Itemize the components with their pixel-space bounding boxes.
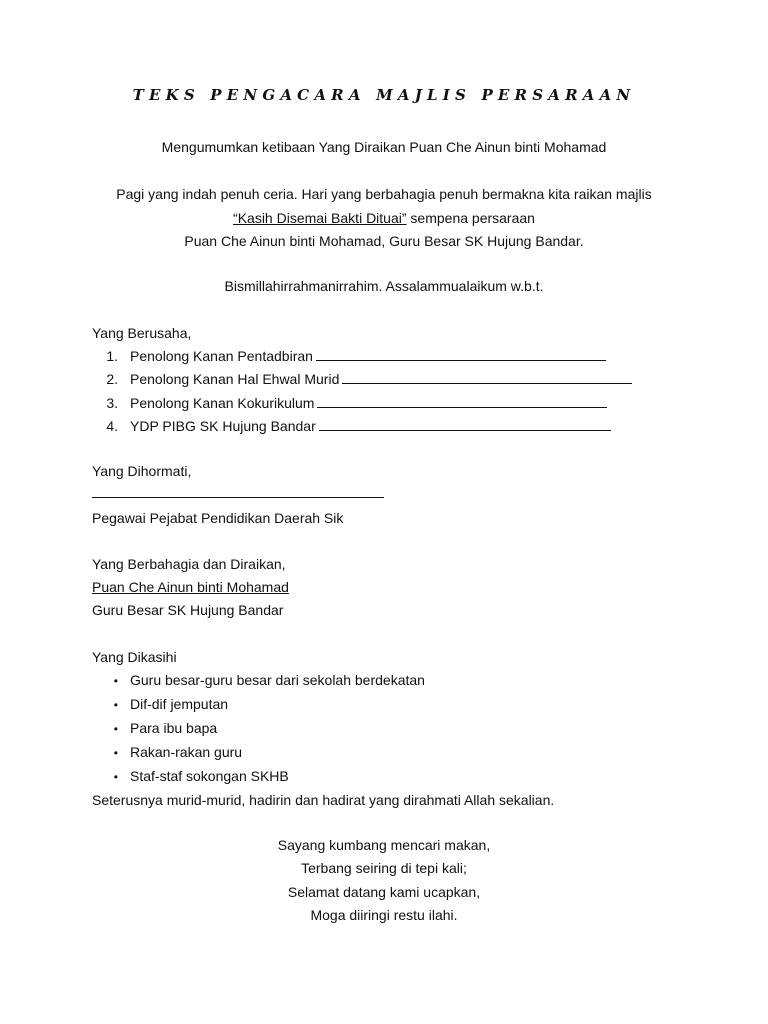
list-item bbox=[92, 394, 607, 413]
list-label: Penolong Kanan Kokurikulum bbox=[130, 395, 315, 411]
announcement-line: Mengumumkan ketibaan Yang Diraikan Puan Che Ainun binti Mohamad bbox=[161, 139, 607, 155]
berusaha-heading: Yang Berusaha, bbox=[92, 325, 192, 341]
dikasihi-heading: Yang Dikasihi bbox=[92, 649, 177, 665]
pantun-line-2: Terbang seiring di tepi kali; bbox=[301, 860, 467, 876]
fill-in-blank-line bbox=[342, 370, 632, 384]
officer-title: Pegawai Pejabat Pendidikan Daerah Sik bbox=[92, 510, 344, 526]
list-label: Dif-dif jemputan bbox=[130, 696, 229, 712]
list-label: Rakan-rakan guru bbox=[130, 744, 243, 760]
honoree-name: Puan Che Ainun binti Mohamad bbox=[92, 579, 289, 595]
list-item bbox=[92, 370, 632, 389]
pantun-line-4: Moga diiringi restu ilahi. bbox=[310, 907, 458, 923]
intro-line-3: Puan Che Ainun binti Mohamad, Guru Besar SK Hujung Bandar. bbox=[184, 233, 584, 249]
fill-in-blank-line bbox=[316, 347, 606, 361]
list-label: Penolong Kanan Hal Ehwal Murid bbox=[130, 371, 340, 387]
bullet-icon: • bbox=[113, 674, 118, 688]
list-number: 3. bbox=[106, 395, 118, 411]
fill-in-blank-line bbox=[319, 417, 611, 431]
list-item bbox=[92, 767, 289, 787]
intro-line-2-rest: sempena persaraan bbox=[406, 210, 535, 226]
bullet-icon: • bbox=[113, 770, 118, 784]
honoree-position: Guru Besar SK Hujung Bandar bbox=[92, 602, 284, 618]
fill-in-blank-line bbox=[317, 394, 607, 408]
list-number: 1. bbox=[106, 348, 118, 364]
list-item bbox=[92, 347, 606, 366]
list-label: YDP PIBG SK Hujung Bandar bbox=[130, 418, 316, 434]
closing-line: Seterusnya murid-murid, hadirin dan hadirat yang dirahmati Allah sekalian. bbox=[92, 792, 555, 808]
dihormati-heading: Yang Dihormati, bbox=[92, 463, 192, 479]
document-title: TEKS PENGACARA MAJLIS PERSARAAN bbox=[132, 86, 636, 104]
list-item bbox=[92, 695, 228, 715]
pantun-line-3: Selamat datang kami ucapkan, bbox=[287, 884, 481, 900]
bullet-icon: • bbox=[113, 698, 118, 712]
pantun-line-1: Sayang kumbang mencari makan, bbox=[277, 837, 491, 853]
greeting-line: Bismillahirrahmanirrahim. Assalammualaikum w.b.t. bbox=[224, 278, 544, 294]
list-number: 4. bbox=[106, 418, 118, 434]
list-item bbox=[92, 417, 611, 436]
bullet-icon: • bbox=[113, 746, 118, 760]
list-label: Para ibu bapa bbox=[130, 720, 218, 736]
list-number: 2. bbox=[106, 371, 118, 387]
list-item bbox=[92, 671, 425, 691]
list-label: Penolong Kanan Pentadbiran bbox=[130, 348, 313, 364]
list-item bbox=[92, 743, 242, 763]
list-label: Staf-staf sokongan SKHB bbox=[130, 768, 289, 784]
name-blank-line bbox=[92, 497, 384, 498]
event-theme-quote: “Kasih Disemai Bakti Dituai” bbox=[233, 210, 407, 226]
bullet-icon: • bbox=[113, 722, 118, 736]
berbahagia-heading: Yang Berbahagia dan Diraikan, bbox=[92, 556, 286, 572]
intro-line-1: Pagi yang indah penuh ceria. Hari yang berbahagia penuh bermakna kita raikan majlis bbox=[116, 186, 652, 202]
intro-line-2 bbox=[0, 209, 768, 228]
list-item bbox=[92, 719, 217, 739]
list-label: Guru besar-guru besar dari sekolah berdekatan bbox=[130, 672, 425, 688]
